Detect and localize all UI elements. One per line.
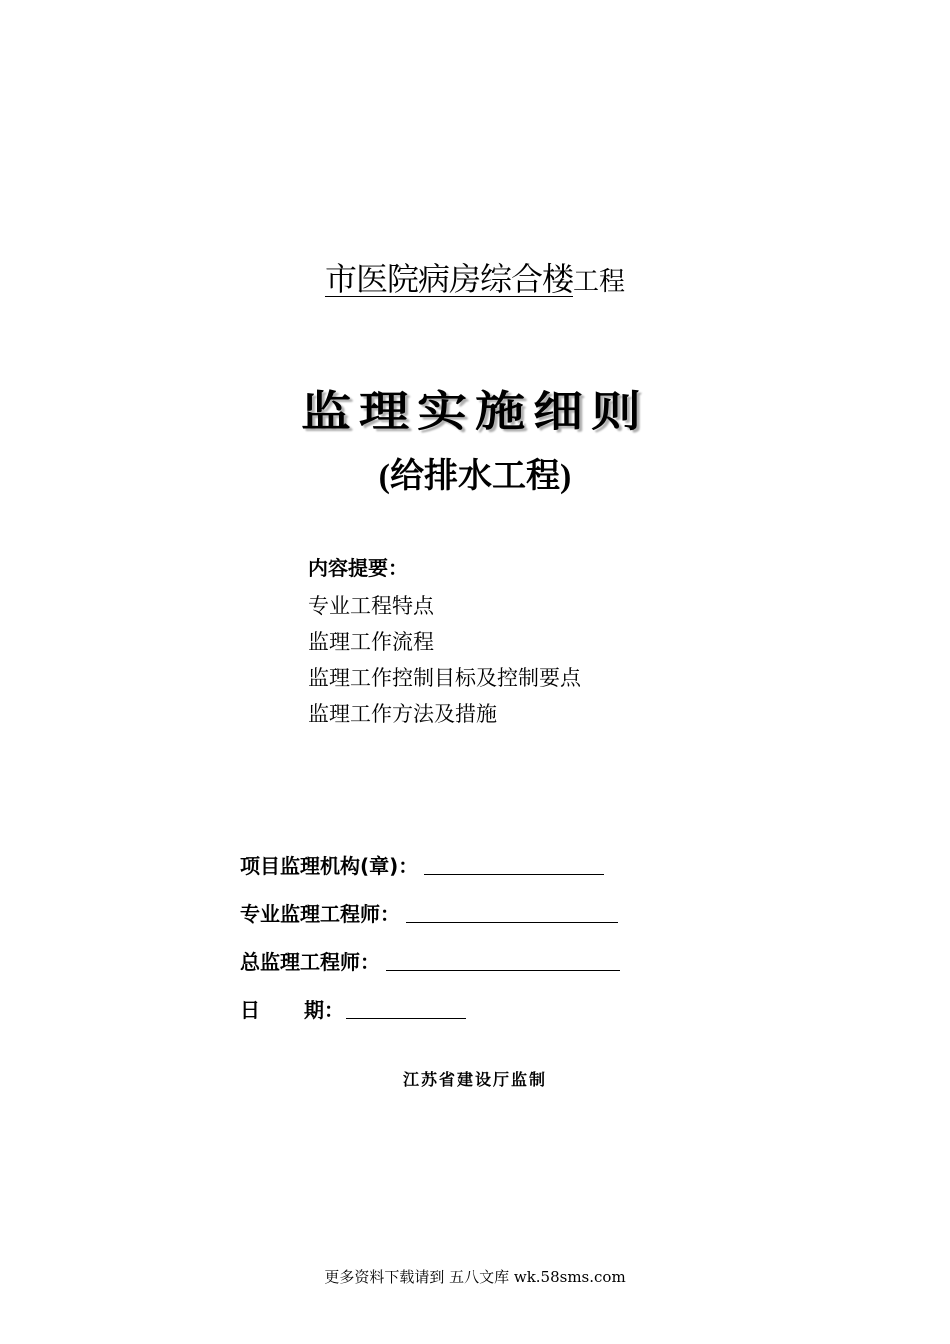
project-suffix: 工程 (573, 267, 626, 297)
specialist-label: 专业监理工程师： (240, 902, 400, 926)
date-label-second: 期： (304, 998, 344, 1022)
contents-heading: 内容提要： (308, 556, 408, 580)
chief-label: 总监理工程师： (240, 950, 380, 974)
signature-block (240, 830, 620, 1022)
specialist-row (240, 878, 620, 926)
chief-signature-field[interactable] (386, 950, 620, 971)
project-title-line (0, 254, 950, 300)
footer-text: 更多资料下载请到 五八文库 wk.58sms.com (324, 1268, 626, 1286)
date-field[interactable] (346, 998, 466, 1019)
date-label-first: 日 (240, 998, 260, 1022)
contents-item: 监理工作流程 (308, 630, 434, 654)
document-subtitle: (给排水工程) (378, 458, 572, 495)
specialist-signature-field[interactable] (406, 902, 618, 923)
date-label (240, 998, 344, 1022)
org-signature-field[interactable] (424, 854, 604, 875)
contents-item: 监理工作方法及措施 (308, 702, 497, 726)
org-row (240, 830, 620, 878)
contents-summary (308, 552, 581, 732)
org-label: 项目监理机构(章)： (240, 854, 419, 878)
contents-item: 专业工程特点 (308, 594, 434, 618)
issuer-text: 江苏省建设厅监制 (402, 1070, 547, 1089)
project-name: 市医院病房综合楼 (324, 260, 573, 298)
document-title: 监理实施细则 (301, 386, 649, 437)
date-row (240, 974, 620, 1022)
chief-row (240, 926, 620, 974)
contents-item: 监理工作控制目标及控制要点 (308, 666, 581, 690)
